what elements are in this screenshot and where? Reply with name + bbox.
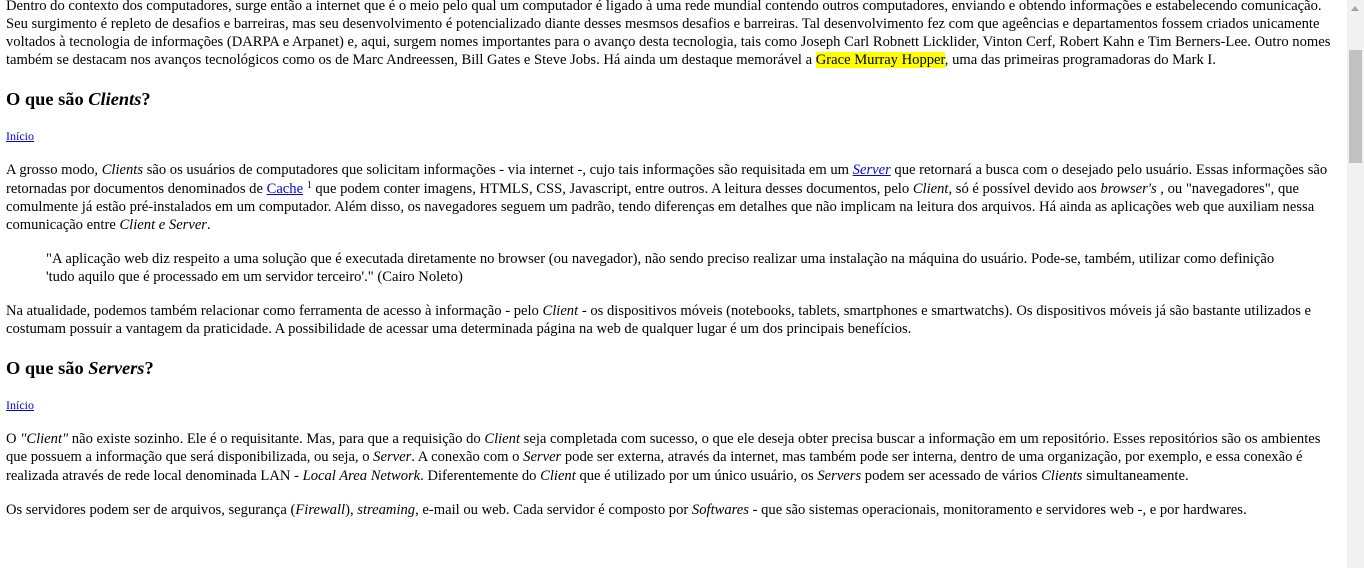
intro-text: Dentro do contexto dos computadores, surge então a internet que é o meio pelo qual um computador é ligado à uma rede mundial contendo outros computadores, enviando e obtendo informações e estabelecendo comunicação. Seu surgimento é repleto de desafios e barreiras, mas seu desenvolvimento é potencializado diante desses mesmsos desafios e barreiras. Tal desenvolvimento fez com que ageências e departamentos fossem criados unicamente voltados à tecnologia de informações (DARPA e Arpanet) e, aqui, surgem nomes importantes para o avanço desta tecnologia, tais como Joseph Carl Robnett Licklider, Vinton Cerf, Robert Kahn e Tim Berners-Lee. Outro nomes também se destacam nos avanços tecnológicos como os de Marc Andreessen, Bill Gates e Steve Jobs. Há ainda um destaque memorável a [6,0,1331,69]
cache-link[interactable]: Cache [266,180,304,197]
intro-paragraph [6,0,1341,69]
web-application-quote: "A aplicação web diz respeito a uma solução que é executada diretamente no browser (ou navegador), não sendo preciso realizar uma instalação na máquina do usuário. Pode-se, também, utilizar como definição 'tudo aquilo que é processado em um servidor terceiro'." (Cairo Noleto) [46,250,1275,285]
inicio-link-clients[interactable]: Início [6,129,34,144]
clients-top-link-row [6,127,1341,145]
server-link[interactable]: Server [852,162,891,179]
highlighted-name: Grace Murray Hopper [815,52,945,69]
servers-heading: O que são Servers? [6,358,154,379]
intro-text-end: , uma das primeiras programadoras do Mark I. [944,52,1216,69]
scrollbar-thumb[interactable] [1349,50,1362,163]
footnote-marker: 1 [306,179,312,191]
servers-paragraph-2: Os servidores podem ser de arquivos, segurança (Firewall), streaming, e-mail ou web. Cada servidor é composto por Softwares - que são sistemas operacionais, monitoramento e servidores web -, e por hardwares. [6,501,1247,518]
clients-heading: O que são Clients? [6,89,151,110]
servers-paragraph-1: O "Client" não existe sozinho. Ele é o requisitante. Mas, para que a requisição do Client seja completada com sucesso, o que ele deseja obter precisa buscar a informação em um repositório. Esses repositórios são os ambientes que possuem a informação que será disponibilizada, ou seja, o Server. A conexão com o Server pode ser externa, através da internet, mas também pode ser interna, dentro de uma organização, por exemplo, e essa conexão é realizada através de rede local denominada LAN - Local Area Network. Diferentemente do Client que é utilizado por um único usuário, os Servers podem ser acessado de vários Clients simultaneamente. [6,431,1321,484]
clients-paragraph-2: Na atualidade, podemos também relacionar como ferramenta de acesso à informação - pelo Client - os dispositivos móveis (notebooks, tablets, smartphones e smartwatchs). Os dispositivos móveis já são bastante utilizados e costumam possuir a vantagem da praticidade. A possibilidade de acessar uma determinada página na web de qualquer lugar é um dos principais benefícios. [6,303,1312,338]
document-content [6,0,1341,519]
servers-top-link-row [6,396,1341,414]
vertical-scrollbar[interactable] [1347,0,1364,568]
clients-paragraph-1: A grosso modo, Clients são os usuários de computadores que solicitam informações - via internet -, cujo tais informações são requisitada em um Server que retornará a busca com o desejado pelo usuário. Essas informações são retornadas por documentos denominados de Cache $^1$ que podem conter imagens, HTMLS, CSS, Javascript, entre outros. A leitura desses documentos, pelo Client, só é possível devido aos browser's , ou "navegadores", que comulmente já estão pré-instalados em um computador. Além disso, os navegadores seguem um padrão, tendo diferenças em detalhes que não implicam na leitura dos arquivos. Há ainda as aplicações web que auxiliam nessa comunicação entre Client e Server. [6,162,1328,233]
scroll-up-arrow-icon[interactable] [1347,0,1364,17]
inicio-link-servers[interactable]: Início [6,398,34,413]
